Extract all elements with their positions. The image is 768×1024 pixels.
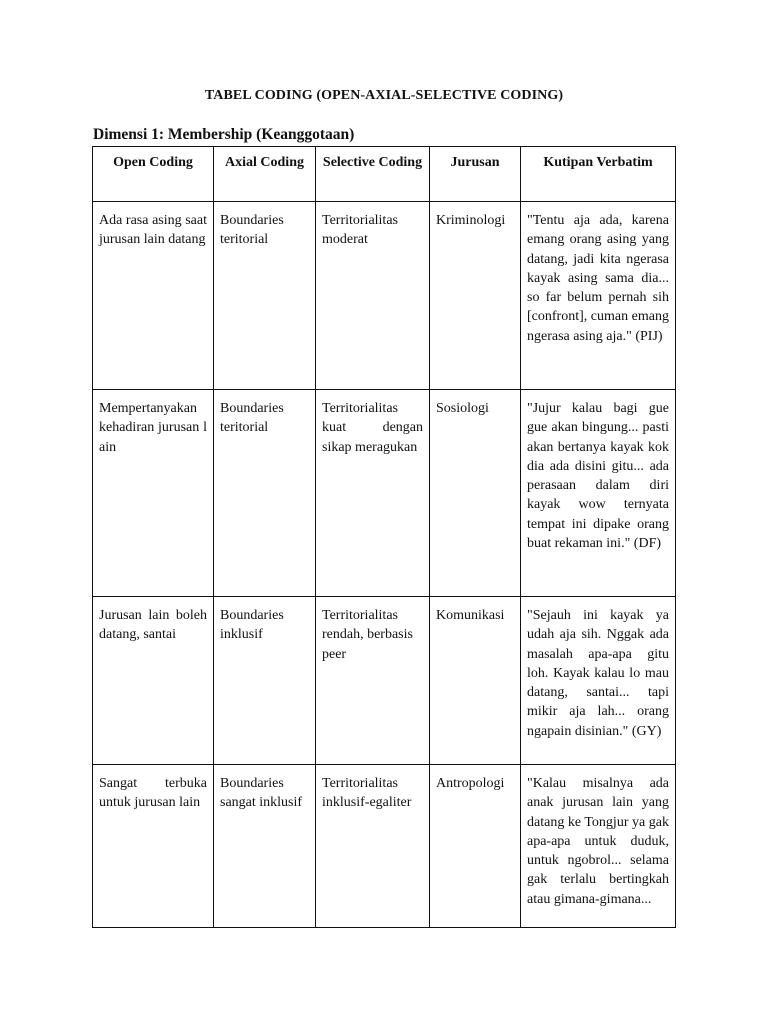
- cell-kutipan-verbatim: [521, 597, 676, 765]
- cell-kutipan-verbatim: [521, 765, 676, 928]
- cell-text: Sangat terbuka untuk jurusan lain: [99, 776, 207, 811]
- cell-text: "Kalau misalnya ada anak jurusan lain yang datang ke Tongjur ya gak apa-apa untuk duduk, untuk ngobrol... selama gak terlalu bertingkah atau gimana-gimana...: [527, 776, 669, 907]
- cell-open-coding: [93, 597, 214, 765]
- cell-text: Boundaries teritorial: [220, 213, 284, 248]
- cell-axial-coding: [214, 597, 316, 765]
- cell-jurusan: [430, 202, 521, 390]
- cell-kutipan-verbatim: [521, 390, 676, 597]
- cell-text: Komunikasi: [436, 608, 505, 623]
- coding-table: [92, 146, 676, 928]
- cell-text: Antropologi: [436, 776, 505, 791]
- cell-kutipan-verbatim: [521, 202, 676, 390]
- cell-selective-coding: [316, 597, 430, 765]
- cell-open-coding: [93, 390, 214, 597]
- cell-text: Ada rasa asing saat jurusan lain datang: [99, 213, 207, 248]
- cell-text: Territorialitas moderat: [322, 213, 398, 248]
- cell-selective-coding: [316, 390, 430, 597]
- table-row: [93, 765, 676, 928]
- table-row: [93, 390, 676, 597]
- header-kutipan-verbatim: Kutipan Verbatim: [521, 147, 676, 202]
- cell-text: Territorialitas inklusif-egaliter: [322, 776, 412, 811]
- table-header: [93, 147, 676, 202]
- cell-text: Jurusan lain boleh datang, santai: [99, 608, 207, 643]
- header-jurusan: Jurusan: [430, 147, 521, 202]
- cell-axial-coding: [214, 202, 316, 390]
- section-heading: Dimensi 1: Membership (Keanggotaan): [93, 126, 355, 143]
- cell-open-coding: [93, 202, 214, 390]
- header-selective-coding: Selective Coding: [316, 147, 430, 202]
- table-body: [93, 202, 676, 928]
- cell-text: "Jujur kalau bagi gue gue akan bingung... pasti akan bertanya kayak kok dia ada disini gitu... ada perasaan dalam diri kayak wow ternyata tempat ini dipake orang buat rekaman ini." (DF): [527, 401, 669, 552]
- cell-jurusan: [430, 390, 521, 597]
- cell-selective-coding: [316, 765, 430, 928]
- cell-text: Territorialitas kuat dengan sikap meragukan: [322, 401, 423, 455]
- cell-axial-coding: [214, 765, 316, 928]
- cell-axial-coding: [214, 390, 316, 597]
- document-title: TABEL CODING (OPEN-AXIAL-SELECTIVE CODING): [204, 88, 564, 103]
- cell-jurusan: [430, 597, 521, 765]
- table-row: [93, 597, 676, 765]
- cell-text: Boundaries inklusif: [220, 608, 284, 643]
- cell-text: "Tentu aja ada, karena emang orang asing yang datang, jadi kita ngerasa kayak asing sama dia... so far belum pernah sih [confront], cuman emang ngerasa asing aja." (PIJ): [527, 213, 669, 344]
- header-axial-coding: Axial Coding: [214, 147, 316, 202]
- cell-jurusan: [430, 765, 521, 928]
- cell-text: Boundaries sangat inklusif: [220, 776, 303, 811]
- cell-text: Kriminologi: [436, 213, 506, 228]
- header-open-coding: Open Coding: [93, 147, 214, 202]
- cell-text: Territorialitas rendah, berbasis peer: [322, 608, 413, 662]
- cell-selective-coding: [316, 202, 430, 390]
- cell-text: Sosiologi: [436, 401, 489, 416]
- header-row: [93, 147, 676, 202]
- cell-text: "Sejauh ini kayak ya udah aja sih. Nggak ada masalah apa-apa gitu loh. Kayak kalau lo mau datang, santai... tapi mikir aja lah... orang ngapain disinian." (GY): [527, 608, 669, 739]
- cell-open-coding: [93, 765, 214, 928]
- cell-text: Boundaries teritorial: [220, 401, 284, 436]
- cell-text: Mempertanyakan kehadiran jurusan lain: [99, 401, 207, 455]
- table-row: [93, 202, 676, 390]
